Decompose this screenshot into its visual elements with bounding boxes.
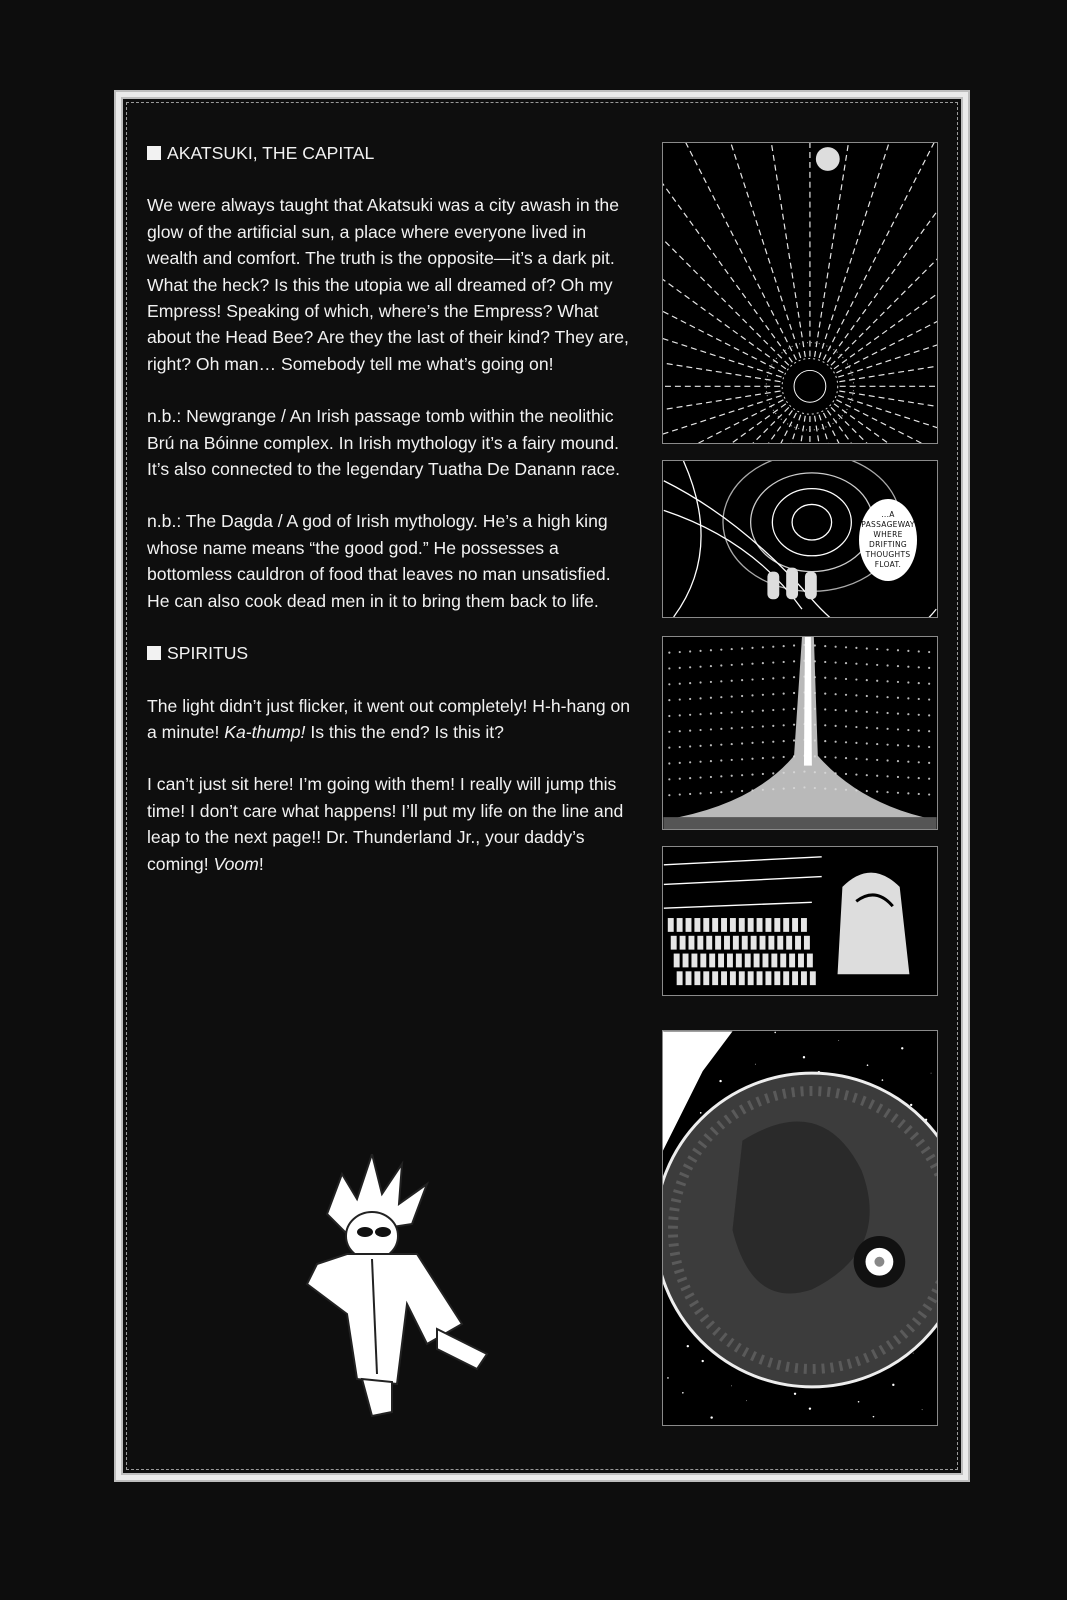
speech-bubble: ...A PASSAGEWAY WHERE DRIFTING THOUGHTS FLOAT. <box>859 499 917 581</box>
spiritus-paragraph-2: I can’t just sit here! I’m going with them! I really will jump this time! I don’t care what happens! I’ll put my life on the line and leap to the next page!! Dr. Thunderland Jr., your daddy’s coming! Voom! <box>147 774 624 874</box>
spiritus-paragraph-1: The light didn’t just flicker, it went out completely! H-h-hang on a minute! Ka-thump! Is this the end? Is this it? <box>147 695 631 742</box>
organ-illustration <box>663 847 937 995</box>
newgrange-note: n.b.: Newgrange / An Irish passage tomb within the neolithic Brú na Bóinne complex. In Irish mythology it’s a fairy mound. It’s also connected to the legendary Tuatha De Danann race. <box>147 406 621 480</box>
text-column <box>147 140 635 903</box>
dagda-note: n.b.: The Dagda / A god of Irish mythology. He’s a high king whose name means “the good god.” He possesses a bottomless cauldron of food that leaves no man unsatisfied. He can also cook dead men in it to bring them back to life. <box>147 511 611 611</box>
manga-panel-light-column <box>662 636 938 830</box>
scientist-mascot-illustration <box>287 1154 493 1418</box>
section-heading-spiritus: SPIRITUS <box>147 640 635 666</box>
akatsuki-paragraph: We were always taught that Akatsuki was a city awash in the glow of the artificial sun, a place where everyone lived in wealth and comfort. The truth is the opposite—it’s a dark pit. What the heck? Is this the utopia we all dreamed of? Oh my Empress! Speaking of which, where’s the Empress? What about the Head Bee? Are they the last of their kind? They are, right? Oh man… Somebody tell me what’s going on! <box>147 195 629 374</box>
manga-panel-passageway <box>662 460 938 618</box>
square-bullet-icon <box>147 146 161 160</box>
manga-panel-tunnel <box>662 142 938 444</box>
tunnel-illustration <box>663 143 937 443</box>
manga-panel-sphere <box>662 1030 938 1426</box>
square-bullet-icon <box>147 646 161 660</box>
sphere-illustration <box>663 1031 937 1425</box>
section-heading-akatsuki: AKATSUKI, THE CAPITAL <box>147 140 635 166</box>
light-column-illustration <box>663 637 937 829</box>
manga-panel-organ <box>662 846 938 996</box>
